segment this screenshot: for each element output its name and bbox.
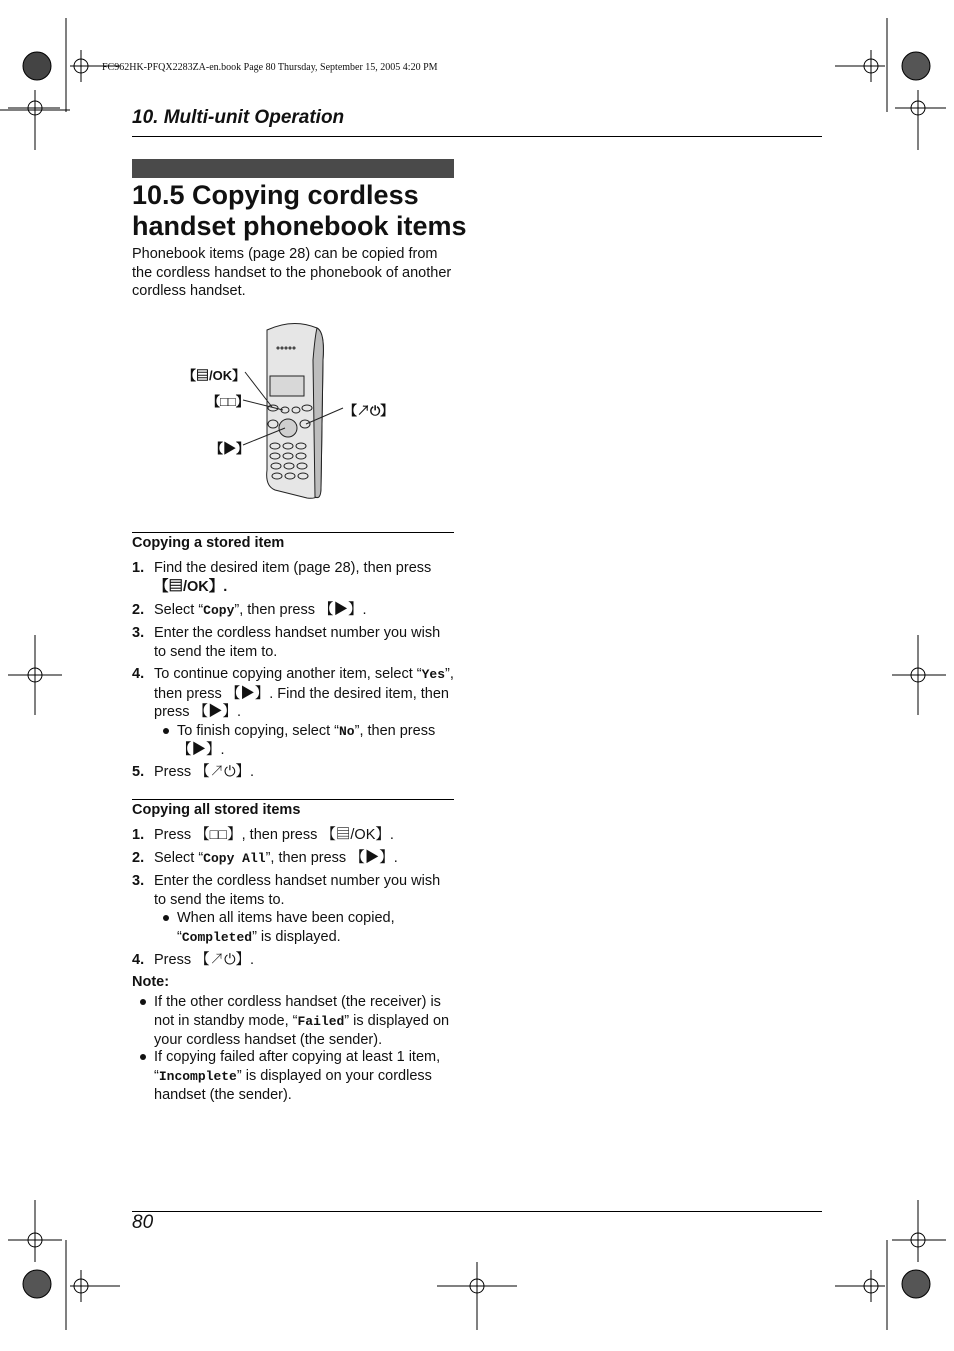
note-item [132, 1048, 456, 1105]
list-item [132, 872, 456, 947]
chapter-title-line2: handset phonebook items [132, 211, 467, 241]
step-text: Press 【↗⏻】. [154, 764, 255, 780]
label-menu-ok: 【▤/OK】 [183, 368, 246, 383]
step-text: Select “ [154, 602, 204, 618]
bullet-icon [140, 999, 146, 1005]
step-number: 2. [132, 850, 145, 866]
chapter-title [132, 180, 472, 242]
step-text: Find the desired item (page 28), then press [154, 560, 432, 576]
display-text: Incomplete [158, 1068, 237, 1084]
bullet-icon [163, 728, 169, 734]
list-item [132, 951, 456, 970]
step-text: ”, then press 【▶】. [265, 850, 398, 866]
step-text: To continue copying another item, select “ [154, 666, 422, 682]
subsection-heading-all: Copying all stored items [132, 802, 301, 818]
step-number: 5. [132, 764, 145, 780]
subsection-heading-stored: Copying a stored item [132, 535, 285, 551]
section-title: 10. Multi-unit Operation [132, 107, 345, 128]
bullet-text: ”, then press 【▶】. [177, 722, 436, 758]
step-text: ”, then press 【▶】. Find the desired item, then press 【▶】. [154, 666, 454, 720]
note-text: ” is displayed on your cordless handset (the sender). [154, 1067, 432, 1103]
bullet-text: ” is displayed. [252, 928, 341, 945]
list-item [132, 826, 456, 845]
step-text: Enter the cordless handset number you wish to send the items to. [154, 873, 441, 908]
label-right: 【▶】 [210, 441, 250, 456]
list-item [132, 665, 456, 760]
step-text: Enter the cordless handset number you wish to send the item to. [154, 625, 441, 660]
bullet-icon [163, 915, 169, 921]
display-text: Copy [203, 603, 235, 618]
display-text: Completed [181, 929, 253, 945]
step-number: 1. [132, 827, 145, 843]
step-text: Press 【□□】, then press 【▤/OK】. [154, 827, 394, 843]
note-item [132, 993, 456, 1050]
step-text: Select “ [154, 850, 204, 866]
note-heading: Note: [132, 974, 170, 990]
step-number: 3. [132, 625, 145, 641]
list-item [132, 559, 456, 596]
header-rule [132, 136, 822, 137]
key-label: 【▤/OK】. [154, 578, 228, 595]
subsection-rule [132, 532, 454, 533]
bullet-icon [140, 1054, 146, 1060]
page-number: 80 [132, 1212, 154, 1233]
footer-rule [132, 1211, 822, 1212]
display-text: Copy All [203, 851, 266, 866]
chapter-title-line1: 10.5 Copying cordless [132, 180, 419, 210]
print-header: FC962HK-PFQX2283ZA-en.book Page 80 Thursday, September 15, 2005 4:20 PM [102, 62, 438, 73]
step-number: 2. [132, 602, 145, 618]
label-phonebook: 【□□】 [207, 394, 249, 409]
display-text: Failed [297, 1013, 345, 1029]
display-text: No [339, 723, 355, 739]
subsection-rule [132, 799, 454, 800]
chapter-bar [132, 159, 454, 178]
list-item [132, 624, 456, 661]
step-number: 3. [132, 873, 145, 889]
label-off: 【↗⏻】 [344, 403, 394, 418]
step-number: 4. [132, 666, 145, 682]
step-number: 1. [132, 560, 145, 576]
list-item [132, 849, 456, 869]
bullet-item [154, 722, 456, 760]
list-item [132, 601, 456, 621]
note-text: If copying failed after copying at least 1 item, “ [154, 1049, 441, 1084]
step-text: Press 【↗⏻】. [154, 952, 255, 968]
step-text: ”, then press 【▶】. [234, 602, 367, 618]
bullet-text: When all items have been copied, “ [177, 910, 395, 945]
list-item [132, 763, 456, 782]
intro-paragraph: Phonebook items (page 28) can be copied from the cordless handset to the phonebook of another cordless handset. [132, 246, 452, 299]
bullet-item [154, 909, 456, 947]
note-text: ” is displayed on your cordless handset (the sender). [154, 1012, 450, 1048]
step-number: 4. [132, 952, 145, 968]
display-text: Yes [421, 667, 445, 682]
note-text: If the other cordless handset (the receiver) is not in standby mode, “ [154, 994, 441, 1029]
bullet-text: To finish copying, select “ [177, 722, 339, 739]
